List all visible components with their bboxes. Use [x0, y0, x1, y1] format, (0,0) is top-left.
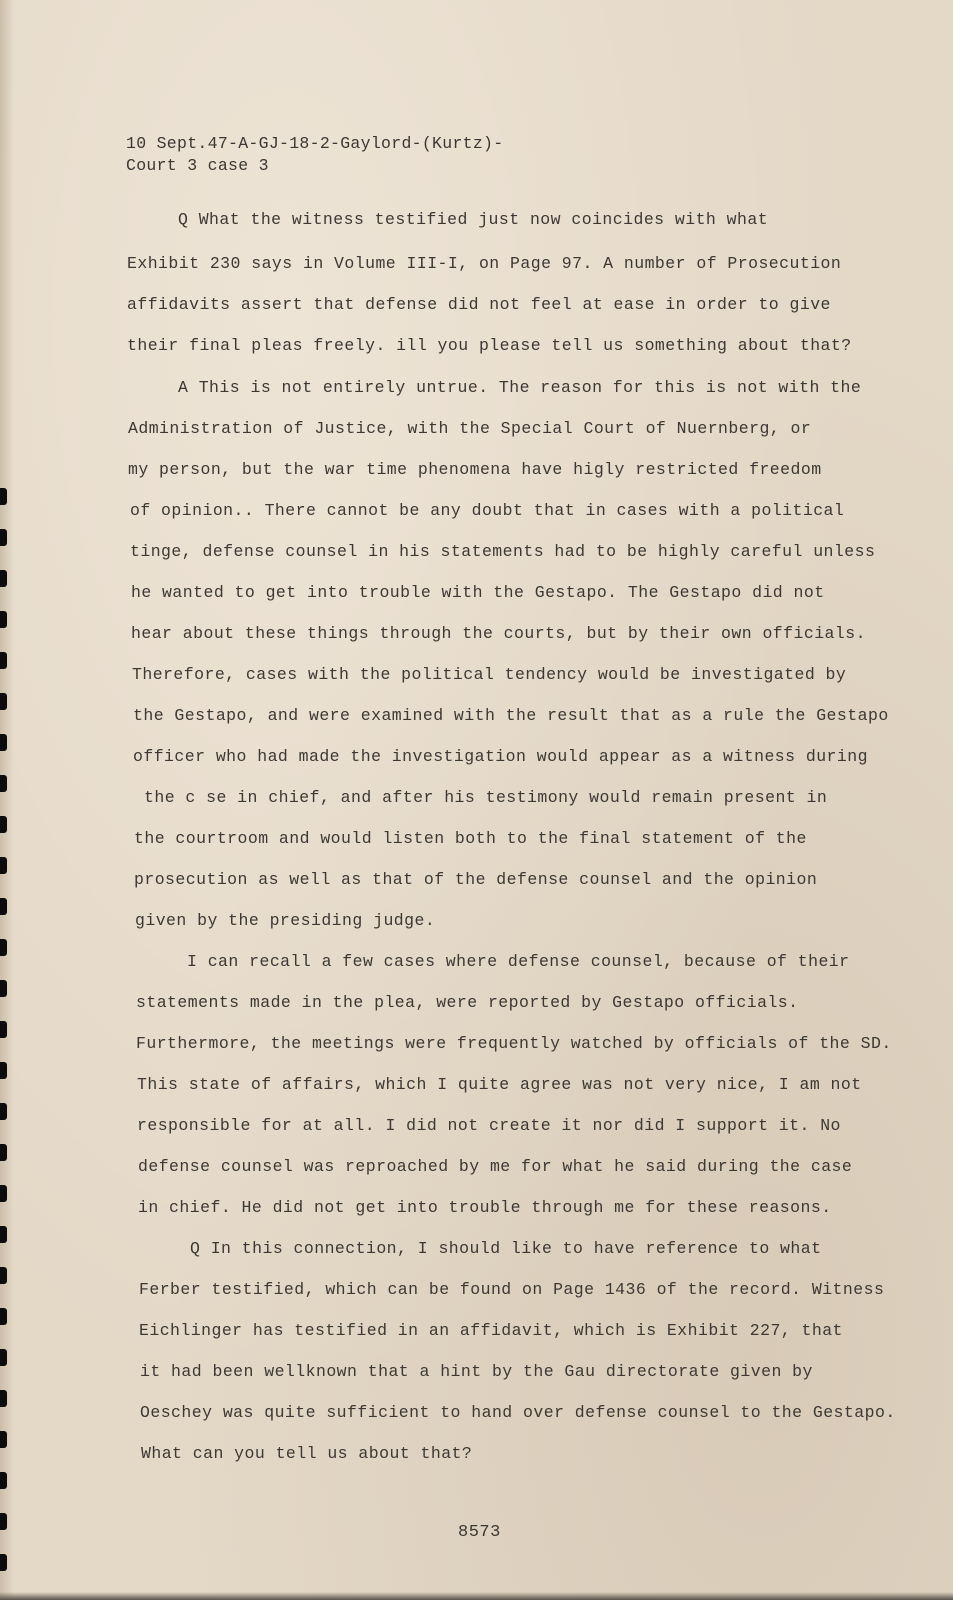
binding-hole: [0, 1103, 7, 1120]
text-line: the Gestapo, and were examined with the result that as a rule the Gestapo: [133, 706, 889, 725]
text-line: A This is not entirely untrue. The reason for this is not with the: [178, 378, 862, 397]
binding-hole: [0, 857, 7, 874]
text-line: officer who had made the investigation would appear as a witness during: [133, 747, 868, 766]
text-line: hear about these things through the courts, but by their own officials.: [131, 624, 866, 643]
text-line: of opinion.. There cannot be any doubt that in cases with a political: [130, 501, 845, 520]
binding-hole: [0, 1513, 7, 1530]
header-court: Court 3 case 3: [126, 156, 269, 175]
page-number: 8573: [458, 1523, 501, 1542]
binding-hole: [0, 939, 7, 956]
text-line: Ferber testified, which can be found on Page 1436 of the record. Witness: [139, 1280, 885, 1299]
binding-hole: [0, 1308, 7, 1325]
text-line: it had been wellknown that a hint by the Gau directorate given by: [140, 1362, 813, 1381]
text-line: prosecution as well as that of the defense counsel and the opinion: [134, 870, 818, 889]
binding-hole: [0, 570, 7, 587]
binding-hole: [0, 611, 7, 628]
binding-hole: [0, 1554, 7, 1571]
binding-hole: [0, 488, 7, 505]
binding-hole: [0, 1472, 7, 1489]
text-line: Furthermore, the meetings were frequently watched by officials of the SD.: [136, 1034, 892, 1053]
binding-hole: [0, 652, 7, 669]
text-line: defense counsel was reproached by me for what he said during the case: [138, 1157, 853, 1176]
binding-hole: [0, 898, 7, 915]
binding-hole: [0, 1185, 7, 1202]
text-line: This state of affairs, which I quite agree was not very nice, I am not: [137, 1075, 862, 1094]
text-line: Therefore, cases with the political tendency would be investigated by: [132, 665, 847, 684]
binding-hole: [0, 1349, 7, 1366]
text-line: given by the presiding judge.: [135, 911, 436, 930]
binding-hole: [0, 1021, 7, 1038]
binding-hole: [0, 1390, 7, 1407]
binding-hole: [0, 816, 7, 833]
binding-hole: [0, 529, 7, 546]
binding-hole: [0, 1267, 7, 1284]
binding-hole: [0, 1226, 7, 1243]
binding-hole: [0, 980, 7, 997]
text-line: the c se in chief, and after his testimony would remain present in: [144, 788, 828, 807]
text-line: responsible for at all. I did not create it nor did I support it. No: [137, 1116, 841, 1135]
text-line: in chief. He did not get into trouble through me for these reasons.: [138, 1198, 832, 1217]
page-bottom-edge: [0, 1592, 953, 1600]
text-line: the courtroom and would listen both to the final statement of the: [134, 829, 807, 848]
text-line: Exhibit 230 says in Volume III-I, on Page 97. A number of Prosecution: [127, 254, 842, 273]
text-line: Q What the witness testified just now coincides with what: [178, 210, 769, 229]
binding-hole: [0, 693, 7, 710]
text-line: Q In this connection, I should like to have reference to what: [190, 1239, 822, 1258]
text-line: Oeschey was quite sufficient to hand over defense counsel to the Gestapo.: [140, 1403, 896, 1422]
binding-hole: [0, 1062, 7, 1079]
binding-hole: [0, 1431, 7, 1448]
text-line: I can recall a few cases where defense counsel, because of their: [187, 952, 850, 971]
text-line: tinge, defense counsel in his statements had to be highly careful unless: [130, 542, 876, 561]
binding-hole: [0, 775, 7, 792]
text-line: their final pleas freely. ill you please tell us something about that?: [127, 336, 852, 355]
text-line: he wanted to get into trouble with the Gestapo. The Gestapo did not: [131, 583, 825, 602]
header-reference: 10 Sept.47-A-GJ-18-2-Gaylord-(Kurtz)-: [126, 134, 504, 153]
text-line: Administration of Justice, with the Special Court of Nuernberg, or: [128, 419, 812, 438]
document-header: [126, 133, 503, 177]
text-line: What can you tell us about that?: [141, 1444, 473, 1463]
text-line: Eichlinger has testified in an affidavit, which is Exhibit 227, that: [139, 1321, 843, 1340]
text-line: my person, but the war time phenomena have higly restricted freedom: [128, 460, 822, 479]
binding-hole: [0, 1144, 7, 1161]
text-line: affidavits assert that defense did not feel at ease in order to give: [127, 295, 831, 314]
binding-hole: [0, 734, 7, 751]
text-line: statements made in the plea, were reported by Gestapo officials.: [136, 993, 799, 1012]
